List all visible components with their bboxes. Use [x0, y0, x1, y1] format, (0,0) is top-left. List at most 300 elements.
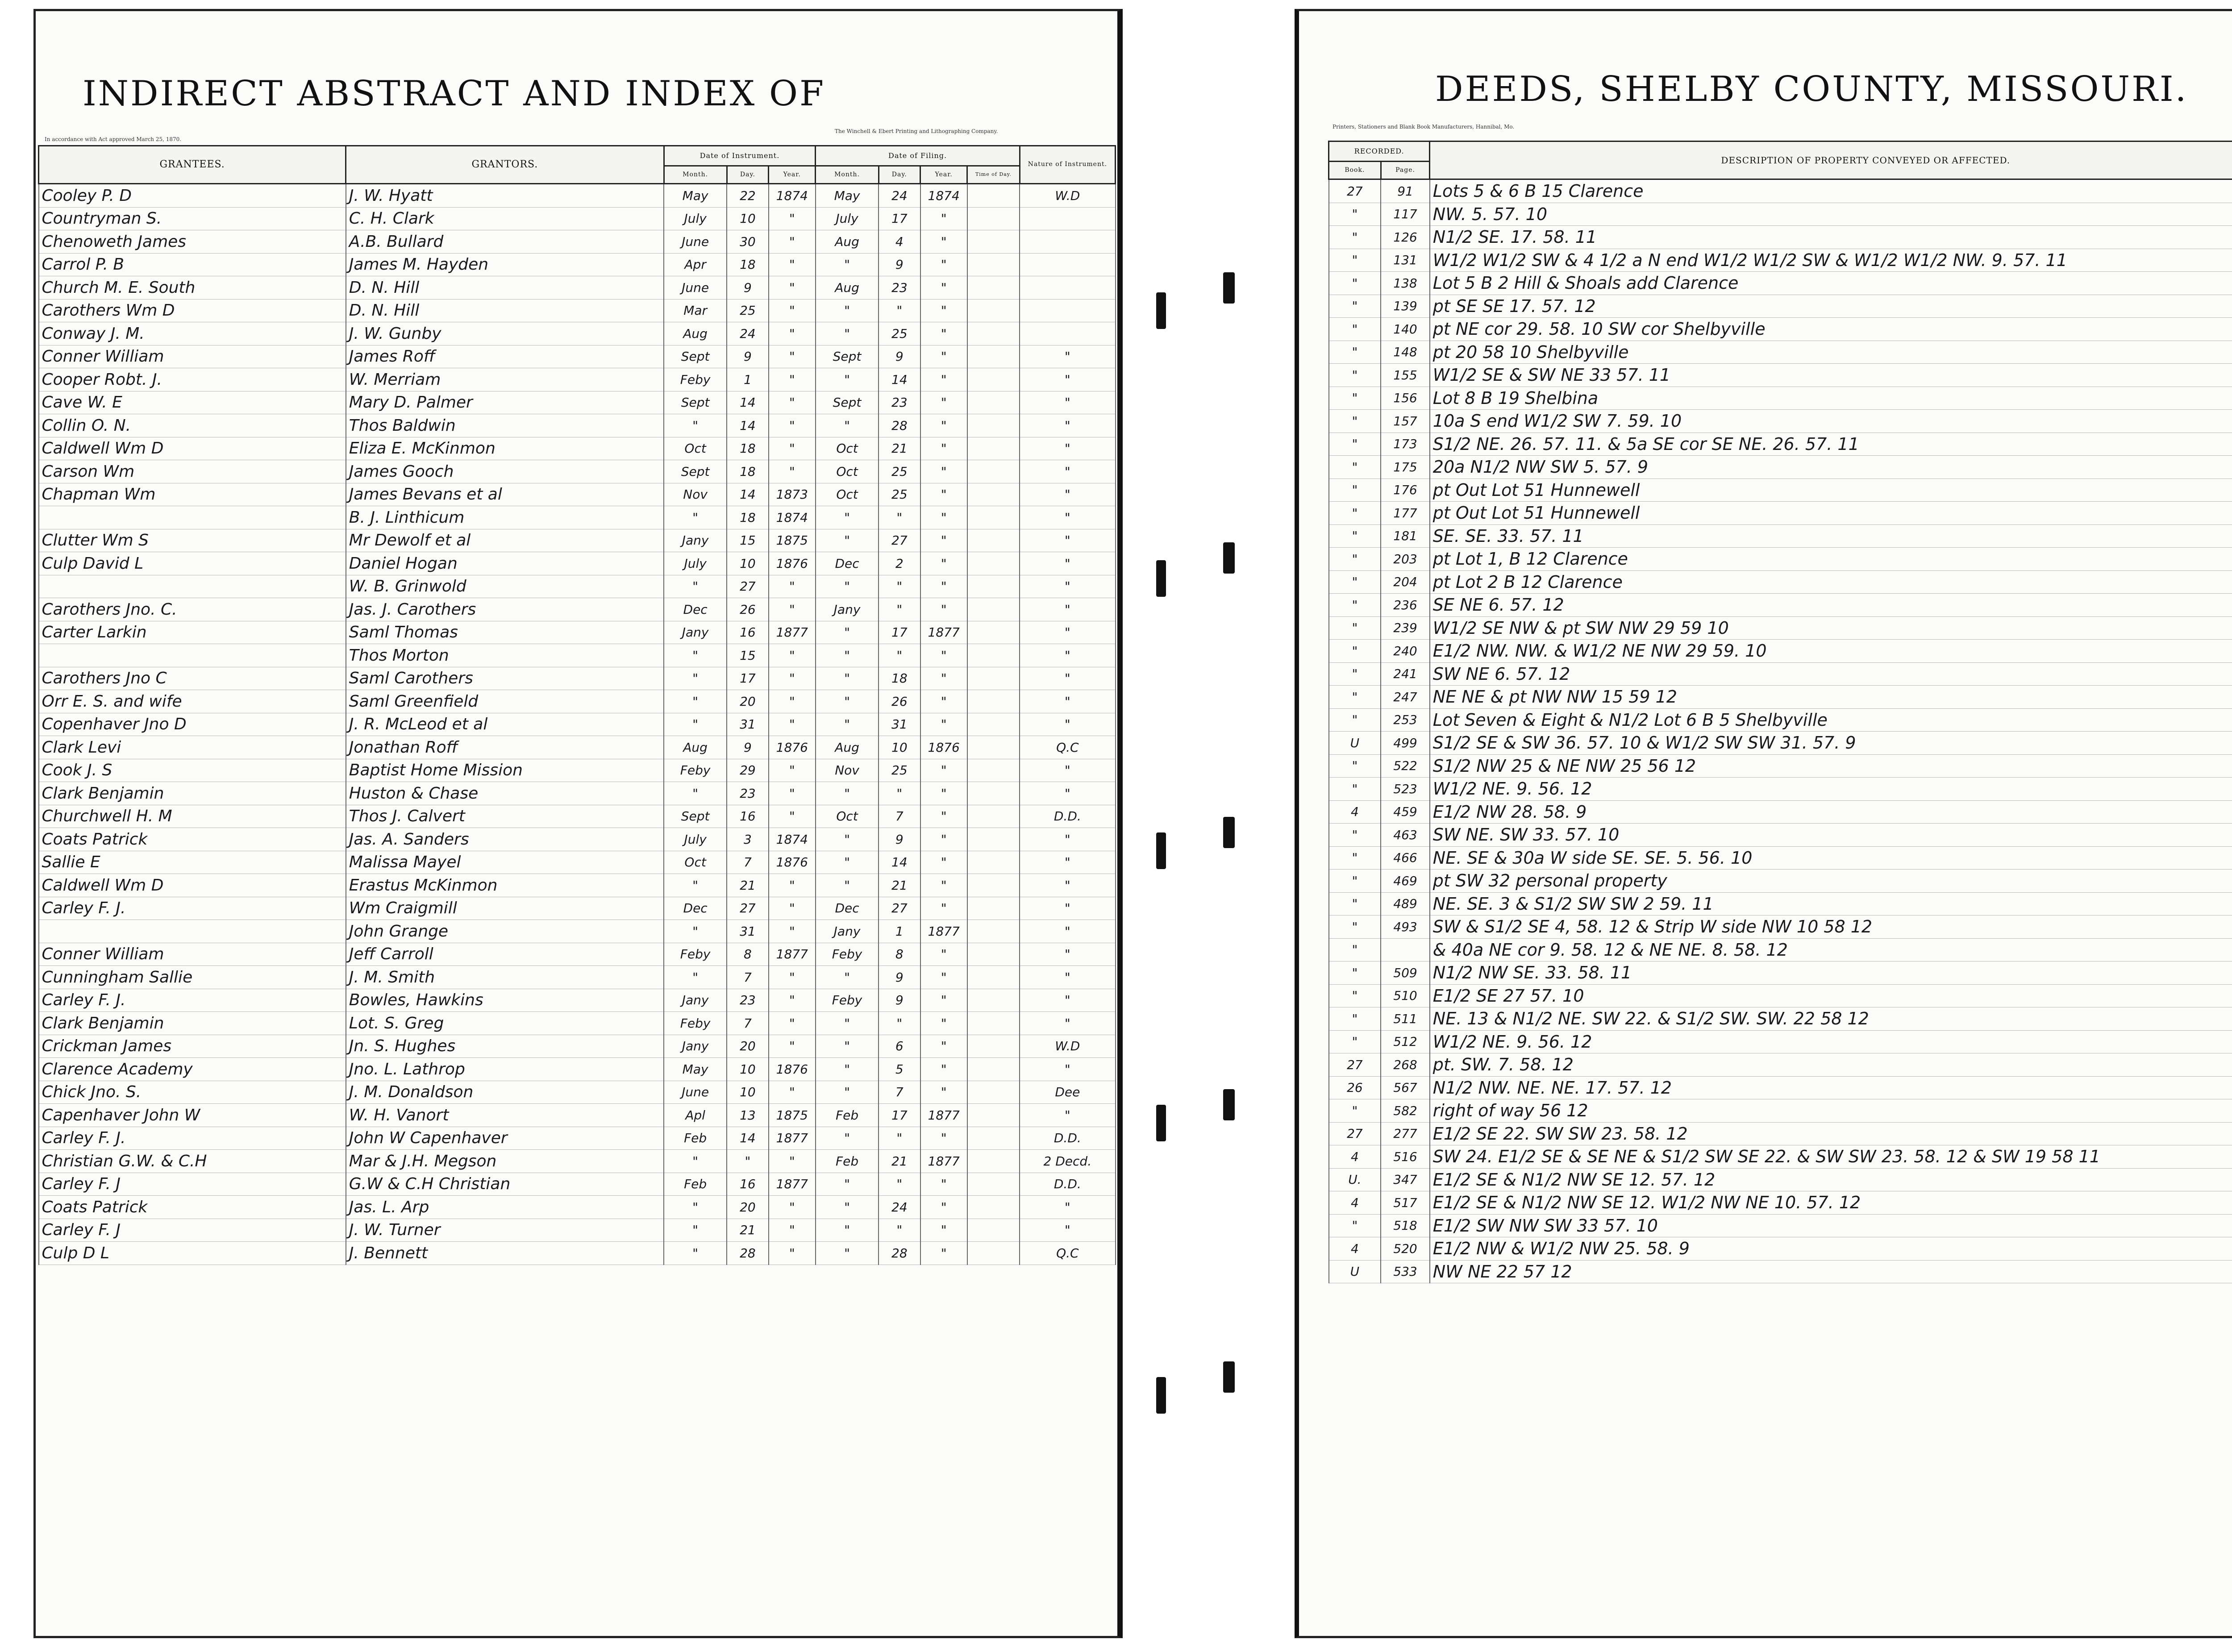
description-cell: SW NE. SW 33. 57. 10	[1430, 824, 2232, 847]
nature-cell: 2 Decd.	[1020, 1150, 1115, 1173]
filing-year-cell: "	[920, 1127, 967, 1150]
filing-year-cell: "	[920, 460, 967, 483]
time-of-day-cell	[967, 805, 1020, 828]
index-row	[39, 483, 1116, 506]
instrument-year-cell: "	[769, 322, 816, 345]
property-row	[1329, 203, 2232, 226]
instrument-day-cell: 9	[727, 276, 768, 300]
filing-year-cell: "	[920, 759, 967, 782]
filing-day-cell: 24	[879, 1196, 920, 1219]
instrument-year-cell: "	[769, 874, 816, 897]
grantor-cell: C. H. Clark	[346, 207, 664, 230]
filing-month-cell: "	[816, 299, 879, 322]
filing-day-cell: 14	[879, 368, 920, 391]
nature-cell: W.D	[1020, 1035, 1115, 1058]
grantor-cell: D. N. Hill	[346, 276, 664, 300]
time-of-day-cell	[967, 989, 1020, 1012]
page-cell: 177	[1381, 502, 1430, 525]
instrument-year-cell: "	[769, 368, 816, 391]
property-row	[1329, 548, 2232, 571]
nature-cell: "	[1020, 368, 1115, 391]
nature-cell: "	[1020, 1058, 1115, 1081]
index-row	[39, 782, 1116, 805]
filing-day-cell: "	[879, 506, 920, 529]
grantor-cell: Saml Thomas	[346, 621, 664, 644]
instrument-day-cell: 18	[727, 460, 768, 483]
filing-day-cell: "	[879, 575, 920, 598]
book-cell: "	[1329, 870, 1381, 893]
page-cell: 181	[1381, 524, 1430, 548]
nature-cell: "	[1020, 1219, 1115, 1242]
description-cell: NW. 5. 57. 10	[1430, 203, 2232, 226]
property-row	[1329, 1260, 2232, 1283]
description-cell: SE NE 6. 57. 12	[1430, 594, 2232, 617]
book-cell: 4	[1329, 1237, 1381, 1261]
book-cell: "	[1329, 892, 1381, 915]
filing-year-cell: "	[920, 575, 967, 598]
instrument-month-cell: Oct	[664, 851, 727, 874]
time-of-day-cell	[967, 207, 1020, 230]
grantee-cell: Orr E. S. and wife	[39, 690, 346, 713]
book-cell: "	[1329, 846, 1381, 870]
nature-cell	[1020, 253, 1115, 276]
time-of-day-cell	[967, 345, 1020, 368]
property-description-rows	[1329, 179, 2232, 1283]
instrument-month-cell: Feby	[664, 368, 727, 391]
time-of-day-cell	[967, 667, 1020, 690]
grantee-cell: Collin O. N.	[39, 414, 346, 437]
grantor-cell: Erastus McKinmon	[346, 874, 664, 897]
page-cell: 268	[1381, 1053, 1430, 1077]
instrument-day-cell: 7	[727, 851, 768, 874]
property-row	[1329, 640, 2232, 663]
instrument-year-cell: 1877	[769, 943, 816, 966]
filing-year-cell: 1876	[920, 736, 967, 759]
book-cell: "	[1329, 456, 1381, 479]
instrument-month-cell: Oct	[664, 437, 727, 460]
time-of-day-cell	[967, 460, 1020, 483]
nature-cell: "	[1020, 851, 1115, 874]
instrument-month-cell: Jany	[664, 529, 727, 552]
index-row	[39, 690, 1116, 713]
description-header: DESCRIPTION OF PROPERTY CONVEYED OR AFFECTED.	[1430, 141, 2232, 179]
filing-year-cell: "	[920, 391, 967, 414]
grantee-cell: Conway J. M.	[39, 322, 346, 345]
filing-month-cell: "	[816, 253, 879, 276]
grantor-cell: W. B. Grinwold	[346, 575, 664, 598]
filing-year-cell: "	[920, 1173, 967, 1196]
index-row	[39, 851, 1116, 874]
nature-cell: "	[1020, 621, 1115, 644]
filing-month-cell: "	[816, 368, 879, 391]
filing-month-cell: Aug	[816, 736, 879, 759]
instrument-day-cell: 9	[727, 345, 768, 368]
book-cell: "	[1329, 778, 1381, 801]
grantee-cell: Cave W. E	[39, 391, 346, 414]
nature-cell: "	[1020, 1196, 1115, 1219]
book-cell: "	[1329, 548, 1381, 571]
grantor-cell: J. W. Hyatt	[346, 184, 664, 208]
page-cell: 117	[1381, 203, 1430, 226]
filing-month-cell: "	[816, 1173, 879, 1196]
instrument-day-cell: 10	[727, 207, 768, 230]
filing-year-cell: "	[920, 1196, 967, 1219]
instrument-month-cell: "	[664, 782, 727, 805]
nature-cell: "	[1020, 483, 1115, 506]
page-cell: 176	[1381, 479, 1430, 502]
grantee-cell: Cooper Robt. J.	[39, 368, 346, 391]
filing-month-cell: "	[816, 874, 879, 897]
instrument-day-cell: 24	[727, 322, 768, 345]
grantee-cell: Coats Patrick	[39, 828, 346, 851]
grantor-cell: Thos Morton	[346, 644, 664, 667]
inst-month-header: Month.	[664, 166, 727, 184]
filing-month-cell: "	[816, 851, 879, 874]
description-cell: S1/2 NE. 26. 57. 11. & 5a SE cor SE NE. 26. 57. 11	[1430, 433, 2232, 456]
description-cell: W1/2 SE & SW NE 33 57. 11	[1430, 364, 2232, 387]
index-row	[39, 529, 1116, 552]
nature-cell: "	[1020, 529, 1115, 552]
instrument-year-cell: "	[769, 1012, 816, 1035]
filing-month-cell: Dec	[816, 897, 879, 920]
filing-day-cell: 23	[879, 276, 920, 300]
description-cell: pt NE cor 29. 58. 10 SW cor Shelbyville	[1430, 318, 2232, 341]
nature-cell: "	[1020, 552, 1115, 575]
inst-year-header: Year.	[769, 166, 816, 184]
binding-hole	[1223, 542, 1235, 574]
book-cell: "	[1329, 754, 1381, 778]
book-cell: "	[1329, 961, 1381, 985]
instrument-day-cell: 31	[727, 713, 768, 736]
grantor-cell: Jas. A. Sanders	[346, 828, 664, 851]
instrument-year-cell: "	[769, 253, 816, 276]
description-cell: E1/2 SE 22. SW SW 23. 58. 12	[1430, 1122, 2232, 1145]
nature-cell: "	[1020, 989, 1115, 1012]
filing-year-cell: "	[920, 483, 967, 506]
filing-day-cell: 23	[879, 391, 920, 414]
filing-year-cell: "	[920, 805, 967, 828]
time-of-day-header: Time of Day.	[967, 166, 1020, 184]
grantee-cell: Chapman Wm	[39, 483, 346, 506]
property-row	[1329, 1053, 2232, 1077]
book-cell: "	[1329, 226, 1381, 249]
time-of-day-cell	[967, 621, 1020, 644]
instrument-month-cell: July	[664, 207, 727, 230]
instrument-day-cell: 20	[727, 690, 768, 713]
description-cell: S1/2 NW 25 & NE NW 25 56 12	[1430, 754, 2232, 778]
instrument-year-cell: "	[769, 667, 816, 690]
description-cell: NE. SE. 3 & S1/2 SW SW 2 59. 11	[1430, 892, 2232, 915]
filing-day-cell: "	[879, 299, 920, 322]
filing-day-cell: 6	[879, 1035, 920, 1058]
property-row	[1329, 754, 2232, 778]
instrument-day-cell: 28	[727, 1242, 768, 1265]
instrument-month-cell: Sept	[664, 345, 727, 368]
grantor-cell: Mary D. Palmer	[346, 391, 664, 414]
instrument-month-cell: "	[664, 414, 727, 437]
nature-cell	[1020, 207, 1115, 230]
nature-cell: "	[1020, 667, 1115, 690]
description-cell: pt Lot 2 B 12 Clarence	[1430, 570, 2232, 594]
time-of-day-cell	[967, 506, 1020, 529]
page-cell: 236	[1381, 594, 1430, 617]
filing-year-cell: "	[920, 1012, 967, 1035]
grantor-cell: Huston & Chase	[346, 782, 664, 805]
instrument-month-cell: "	[664, 1196, 727, 1219]
grantee-cell: Carley F. J	[39, 1219, 346, 1242]
description-cell: pt Out Lot 51 Hunnewell	[1430, 479, 2232, 502]
index-row	[39, 989, 1116, 1012]
grantee-cell: Capenhaver John W	[39, 1104, 346, 1127]
description-cell: NW NE 22 57 12	[1430, 1260, 2232, 1283]
property-row	[1329, 570, 2232, 594]
instrument-month-cell: Dec	[664, 598, 727, 621]
grantor-cell: Thos Baldwin	[346, 414, 664, 437]
grantor-cell: John W Capenhaver	[346, 1127, 664, 1150]
book-cell: "	[1329, 410, 1381, 433]
instrument-month-cell: "	[664, 1242, 727, 1265]
nature-cell: D.D.	[1020, 1173, 1115, 1196]
page-cell: 156	[1381, 387, 1430, 410]
instrument-month-cell: May	[664, 184, 727, 208]
filing-day-cell: "	[879, 598, 920, 621]
filing-month-cell: May	[816, 184, 879, 208]
binding-hole	[1223, 817, 1235, 848]
instrument-day-cell: 21	[727, 1219, 768, 1242]
nature-cell: "	[1020, 506, 1115, 529]
property-row	[1329, 616, 2232, 640]
property-row	[1329, 179, 2232, 203]
filing-year-cell: "	[920, 1081, 967, 1104]
binding-hole	[1223, 272, 1235, 304]
index-row	[39, 368, 1116, 391]
book-cell: "	[1329, 984, 1381, 1007]
time-of-day-cell	[967, 713, 1020, 736]
grantee-cell: Church M. E. South	[39, 276, 346, 300]
filing-day-cell: 24	[879, 184, 920, 208]
filing-year-cell: "	[920, 690, 967, 713]
nature-cell: Q.C	[1020, 736, 1115, 759]
filing-day-cell: 21	[879, 437, 920, 460]
filing-day-cell: 17	[879, 621, 920, 644]
grantee-cell: Caldwell Wm D	[39, 874, 346, 897]
book-cell: "	[1329, 570, 1381, 594]
instrument-year-cell: 1873	[769, 483, 816, 506]
date-instrument-header: Date of Instrument.	[664, 146, 816, 166]
filing-year-cell: "	[920, 322, 967, 345]
book-cell: U	[1329, 1260, 1381, 1283]
filing-month-cell: Oct	[816, 805, 879, 828]
filing-day-cell: 21	[879, 1150, 920, 1173]
filing-day-cell: 9	[879, 345, 920, 368]
filing-year-cell: "	[920, 506, 967, 529]
grantee-cell	[39, 575, 346, 598]
filing-month-header: Month.	[816, 166, 879, 184]
book-cell: "	[1329, 433, 1381, 456]
grantor-cell: Lot. S. Greg	[346, 1012, 664, 1035]
book-cell: 4	[1329, 1145, 1381, 1169]
grantor-cell: J. M. Smith	[346, 966, 664, 989]
grantee-cell: Clark Benjamin	[39, 782, 346, 805]
grantor-cell: Baptist Home Mission	[346, 759, 664, 782]
filing-day-cell: "	[879, 782, 920, 805]
instrument-year-cell: "	[769, 1150, 816, 1173]
grantor-cell: Jonathan Roff	[346, 736, 664, 759]
property-row	[1329, 824, 2232, 847]
grantor-cell: Wm Craigmill	[346, 897, 664, 920]
book-cell: 26	[1329, 1076, 1381, 1099]
filing-month-cell: Jany	[816, 598, 879, 621]
nature-header: Nature of Instrument.	[1020, 146, 1115, 184]
instrument-year-cell: 1875	[769, 1104, 816, 1127]
grantee-cell: Culp David L	[39, 552, 346, 575]
filing-month-cell: Aug	[816, 230, 879, 254]
property-row	[1329, 1191, 2232, 1215]
filing-year-cell: "	[920, 1242, 967, 1265]
instrument-year-cell: "	[769, 1219, 816, 1242]
book-cell: "	[1329, 662, 1381, 686]
instrument-month-cell: "	[664, 644, 727, 667]
filing-day-cell: "	[879, 1173, 920, 1196]
grantee-index-table	[38, 145, 1116, 1265]
filing-year-cell: "	[920, 414, 967, 437]
filing-month-cell: Feby	[816, 989, 879, 1012]
instrument-year-cell: "	[769, 276, 816, 300]
property-row	[1329, 1007, 2232, 1031]
instrument-year-cell: 1876	[769, 736, 816, 759]
filing-day-cell: 7	[879, 805, 920, 828]
filing-day-cell: 9	[879, 966, 920, 989]
nature-cell	[1020, 299, 1115, 322]
instrument-month-cell: Sept	[664, 460, 727, 483]
filing-year-cell: "	[920, 966, 967, 989]
instrument-day-cell: 14	[727, 414, 768, 437]
instrument-year-cell: "	[769, 230, 816, 254]
time-of-day-cell	[967, 1242, 1020, 1265]
filing-month-cell: Oct	[816, 483, 879, 506]
index-row	[39, 506, 1116, 529]
grantor-cell: Jas. L. Arp	[346, 1196, 664, 1219]
description-cell: Lot 8 B 19 Shelbina	[1430, 387, 2232, 410]
instrument-day-cell: 13	[727, 1104, 768, 1127]
time-of-day-cell	[967, 759, 1020, 782]
page-cell: 140	[1381, 318, 1430, 341]
filing-day-cell: 28	[879, 414, 920, 437]
description-cell: W1/2 W1/2 SW & 4 1/2 a N end W1/2 W1/2 SW & W1/2 W1/2 NW. 9. 57. 11	[1430, 249, 2232, 272]
index-row	[39, 299, 1116, 322]
left-ledger-page	[33, 9, 1123, 1638]
grantee-cell: Crickman James	[39, 1035, 346, 1058]
filing-month-cell: "	[816, 322, 879, 345]
filing-day-cell: 31	[879, 713, 920, 736]
property-row	[1329, 410, 2232, 433]
index-row	[39, 920, 1116, 943]
instrument-month-cell: Feby	[664, 1012, 727, 1035]
time-of-day-cell	[967, 1127, 1020, 1150]
left-page-title: INDIRECT ABSTRACT AND INDEX OF	[83, 74, 826, 114]
nature-cell: "	[1020, 759, 1115, 782]
filing-month-cell: Feby	[816, 943, 879, 966]
instrument-month-cell: "	[664, 713, 727, 736]
page-cell: 517	[1381, 1191, 1430, 1215]
grantee-index-rows	[39, 184, 1116, 1265]
filing-day-cell: 25	[879, 460, 920, 483]
instrument-year-cell: "	[769, 1081, 816, 1104]
instrument-year-cell: "	[769, 966, 816, 989]
filing-day-header: Day.	[879, 166, 920, 184]
book-cell: "	[1329, 203, 1381, 226]
filing-month-cell: Oct	[816, 460, 879, 483]
printer-imprint: Printers, Stationers and Blank Book Manufacturers, Hannibal, Mo.	[1333, 124, 1515, 130]
grantee-cell: Culp D L	[39, 1242, 346, 1265]
time-of-day-cell	[967, 1150, 1020, 1173]
grantor-cell: Mar & J.H. Megson	[346, 1150, 664, 1173]
grantee-cell: Carley F. J	[39, 1173, 346, 1196]
filing-year-cell: "	[920, 230, 967, 254]
instrument-year-cell: "	[769, 759, 816, 782]
property-row	[1329, 686, 2232, 709]
filing-month-cell: Sept	[816, 391, 879, 414]
nature-cell: "	[1020, 690, 1115, 713]
instrument-month-cell: Apl	[664, 1104, 727, 1127]
page-cell: 469	[1381, 870, 1430, 893]
grantee-cell: Carley F. J.	[39, 897, 346, 920]
page-cell: 520	[1381, 1237, 1430, 1261]
index-row	[39, 644, 1116, 667]
instrument-month-cell: Aug	[664, 736, 727, 759]
page-cell: 499	[1381, 732, 1430, 755]
page-cell: 518	[1381, 1214, 1430, 1237]
instrument-month-cell: Jany	[664, 621, 727, 644]
instrument-day-cell: 30	[727, 230, 768, 254]
time-of-day-cell	[967, 322, 1020, 345]
page-cell: 239	[1381, 616, 1430, 640]
page-cell: 567	[1381, 1076, 1430, 1099]
page-cell: 512	[1381, 1030, 1430, 1053]
property-row	[1329, 1030, 2232, 1053]
filing-year-cell: "	[920, 851, 967, 874]
grantee-cell: Sallie E	[39, 851, 346, 874]
description-cell: E1/2 SE 27 57. 10	[1430, 984, 2232, 1007]
instrument-month-cell: June	[664, 230, 727, 254]
time-of-day-cell	[967, 184, 1020, 208]
description-cell: Lots 5 & 6 B 15 Clarence	[1430, 179, 2232, 203]
book-cell: "	[1329, 1007, 1381, 1031]
instrument-month-cell: "	[664, 506, 727, 529]
filing-year-cell: 1877	[920, 1150, 967, 1173]
binding-hole	[1156, 1377, 1166, 1414]
property-row	[1329, 778, 2232, 801]
property-row	[1329, 1168, 2232, 1191]
book-cell: U.	[1329, 1168, 1381, 1191]
filing-year-cell: "	[920, 299, 967, 322]
grantor-cell: Daniel Hogan	[346, 552, 664, 575]
instrument-month-cell: Jany	[664, 1035, 727, 1058]
instrument-day-cell: 3	[727, 828, 768, 851]
book-cell: "	[1329, 272, 1381, 295]
page-cell: 522	[1381, 754, 1430, 778]
page-cell: 509	[1381, 961, 1430, 985]
time-of-day-cell	[967, 1196, 1020, 1219]
grantor-cell: B. J. Linthicum	[346, 506, 664, 529]
filing-day-cell: 9	[879, 989, 920, 1012]
property-description-table	[1328, 141, 2232, 1283]
grantee-cell: Churchwell H. M	[39, 805, 346, 828]
time-of-day-cell	[967, 736, 1020, 759]
filing-day-cell: 28	[879, 1242, 920, 1265]
page-cell: 126	[1381, 226, 1430, 249]
page-cell: 155	[1381, 364, 1430, 387]
